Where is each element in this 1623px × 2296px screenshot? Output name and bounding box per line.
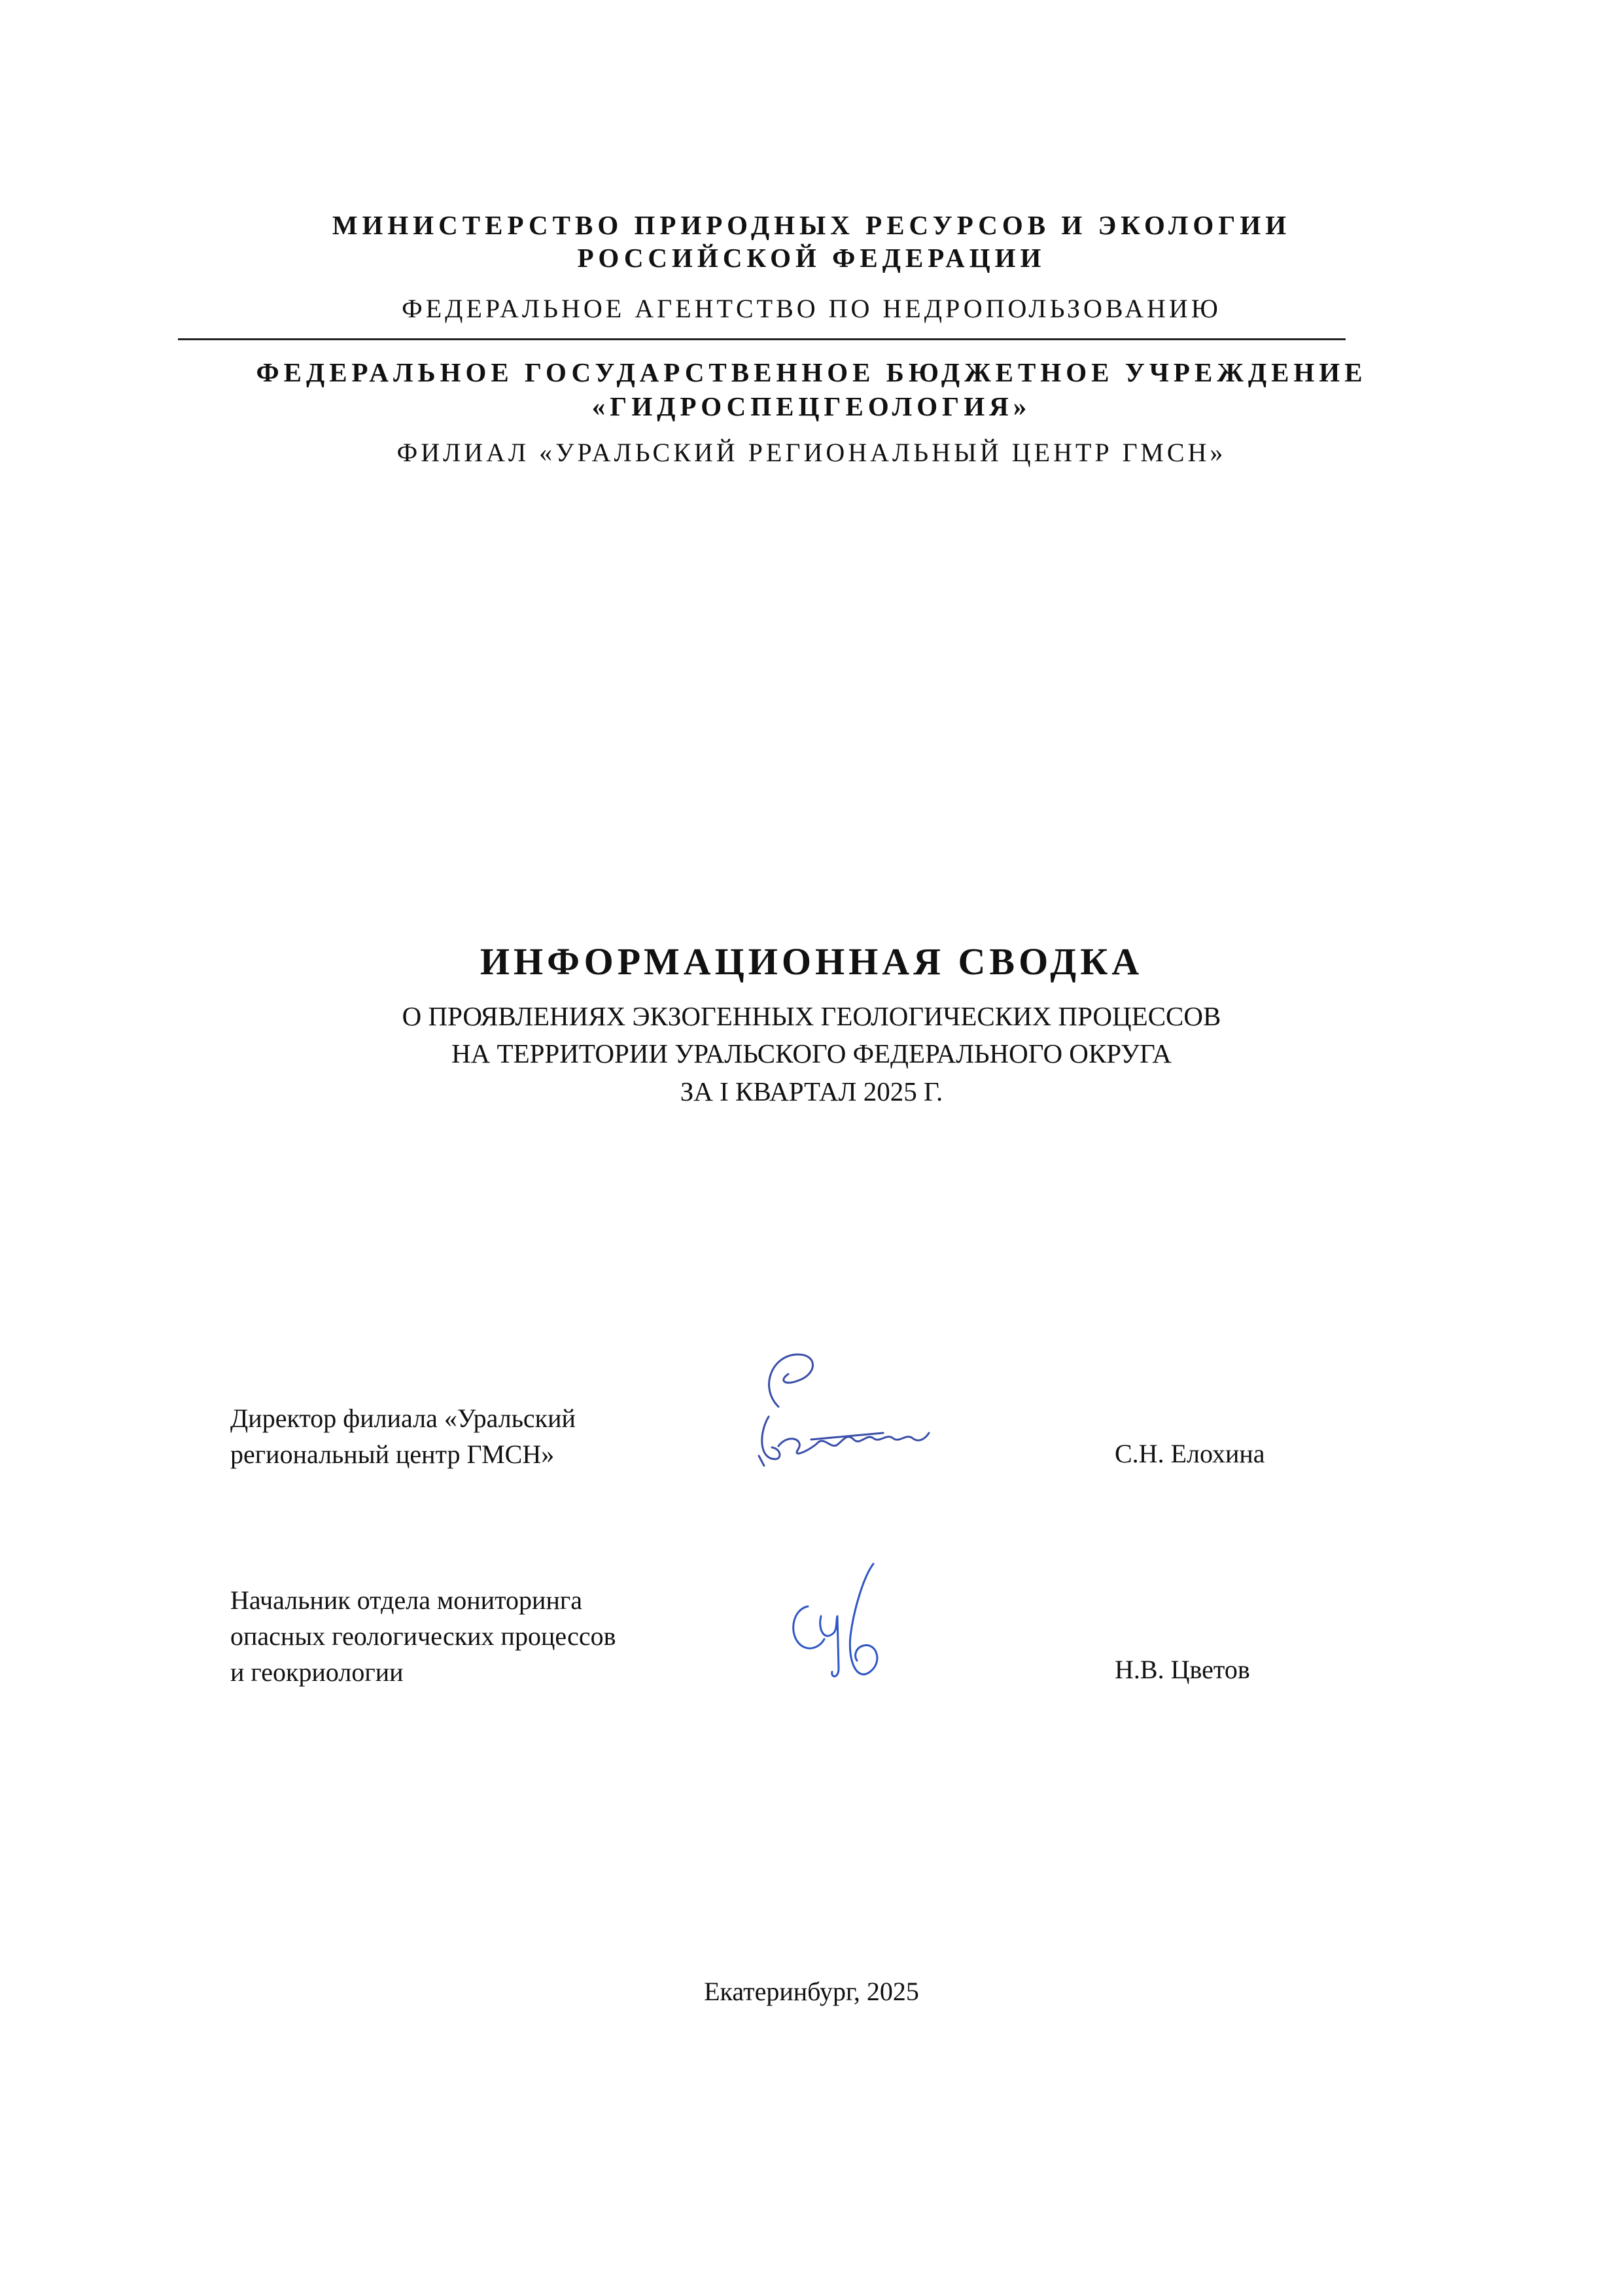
institution-name-line-2: «ГИДРОСПЕЦГЕОЛОГИЯ» [591, 391, 1032, 421]
document-subtitle-line-1: О ПРОЯВЛЕНИЯХ ЭКЗОГЕННЫХ ГЕОЛОГИЧЕСКИХ ПРОЦЕССОВ [402, 1001, 1221, 1031]
header-divider [178, 338, 1346, 340]
document-subtitle-line-2: НА ТЕРРИТОРИИ УРАЛЬСКОГО ФЕДЕРАЛЬНОГО ОКРУГА [451, 1038, 1172, 1069]
ministry-name-line-1: МИНИСТЕРСТВО ПРИРОДНЫХ РЕСУРСОВ И ЭКОЛОГИИ [332, 210, 1291, 240]
director-name: С.Н. Елохина [1115, 1439, 1265, 1468]
department-head-position: Начальник отдела мониторинга опасных геологических процессов и геокриологии [230, 1585, 616, 1687]
agency-name: ФЕДЕРАЛЬНОЕ АГЕНТСТВО ПО НЕДРОПОЛЬЗОВАНИЮ [402, 294, 1221, 323]
branch-name: ФИЛИАЛ «УРАЛЬСКИЙ РЕГИОНАЛЬНЫЙ ЦЕНТР ГМСН» [396, 438, 1227, 467]
department-head-name: Н.В. Цветов [1115, 1655, 1250, 1684]
director-position: Директор филиала «Уральский региональный центр ГМСН» [230, 1404, 576, 1469]
department-head-signature [772, 1557, 916, 1708]
document-subtitle-line-3: ЗА I КВАРТАЛ 2025 Г. [680, 1076, 943, 1106]
ministry-name-line-2: РОССИЙСКОЙ ФЕДЕРАЦИИ [577, 243, 1046, 273]
director-signature [733, 1335, 942, 1479]
document-title: ИНФОРМАЦИОННАЯ СВОДКА [480, 940, 1143, 983]
city-and-year: Екатеринбург, 2025 [704, 1977, 919, 2006]
institution-name-line-1: ФЕДЕРАЛЬНОЕ ГОСУДАРСТВЕННОЕ БЮДЖЕТНОЕ УЧРЕЖДЕНИЕ [256, 357, 1367, 387]
